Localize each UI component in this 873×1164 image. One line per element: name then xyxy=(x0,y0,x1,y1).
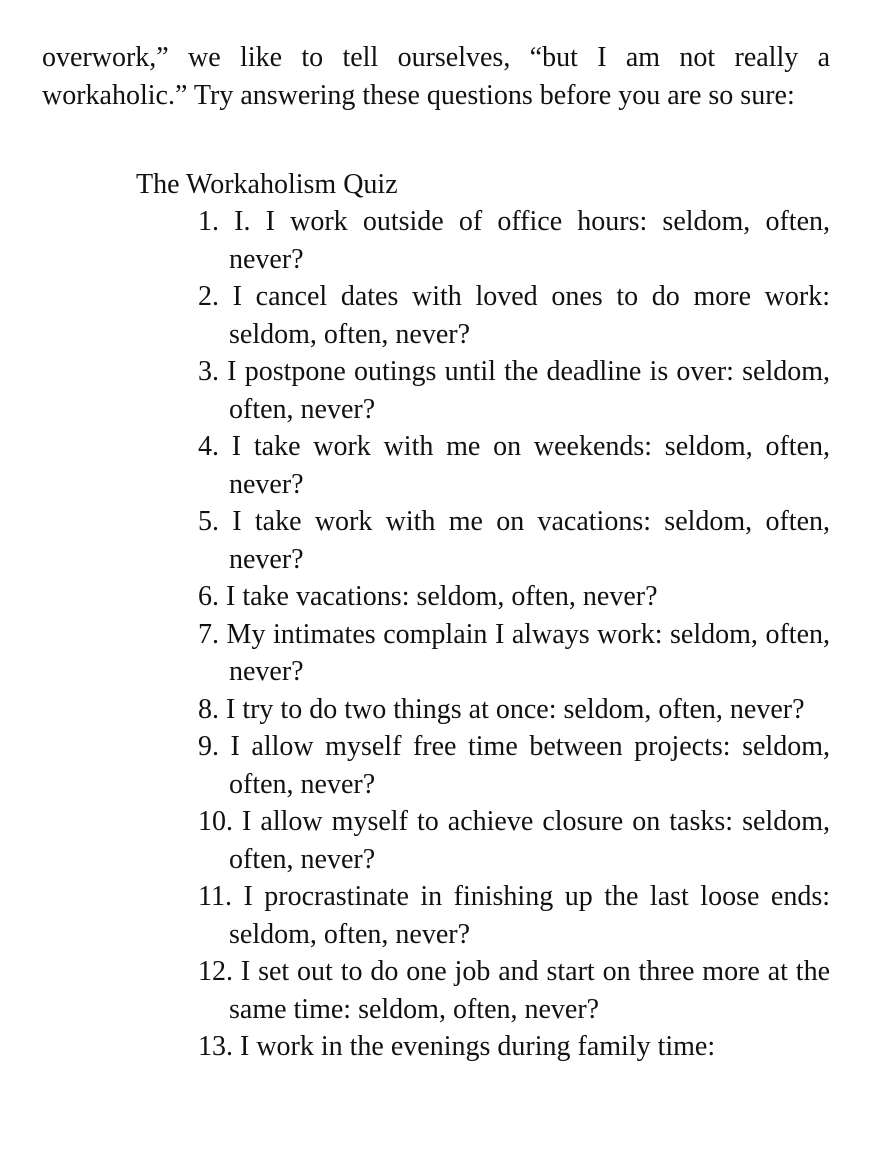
quiz-item: 3. I postpone outings until the deadline is over: seldom, often, never? xyxy=(198,356,830,425)
quiz-item: 7. My intimates complain I always work: seldom, often, never? xyxy=(198,618,830,687)
quiz-list xyxy=(198,203,830,1066)
quiz-item: 6. I take vacations: seldom, often, never? xyxy=(198,581,658,612)
quiz-item: 2. I cancel dates with loved ones to do more work: seldom, often, never? xyxy=(198,281,830,350)
quiz-item: 5. I take work with me on vacations: seldom, often, never? xyxy=(198,506,830,575)
quiz-item: 9. I allow myself free time between projects: seldom, often, never? xyxy=(198,731,830,800)
intro-paragraph: overwork,” we like to tell ourselves, “but I am not really a workaholic.” Try answering these questions before you are so sure: xyxy=(42,42,830,111)
quiz-item: 13. I work in the evenings during family time: xyxy=(198,1031,716,1062)
quiz-item: 11. I procrastinate in finishing up the last loose ends: seldom, often, never? xyxy=(198,881,830,950)
quiz-item: 4. I take work with me on weekends: seldom, often, never? xyxy=(198,431,830,500)
quiz-item: 12. I set out to do one job and start on three more at the same time: seldom, often, never? xyxy=(198,956,830,1025)
quiz-item: 10. I allow myself to achieve closure on tasks: seldom, often, never? xyxy=(198,806,830,875)
quiz-item: 1. I. I work outside of office hours: seldom, often, never? xyxy=(198,206,830,275)
quiz-item: 8. I try to do two things at once: seldom, often, never? xyxy=(198,693,805,725)
quiz-title: The Workaholism Quiz xyxy=(136,169,398,200)
